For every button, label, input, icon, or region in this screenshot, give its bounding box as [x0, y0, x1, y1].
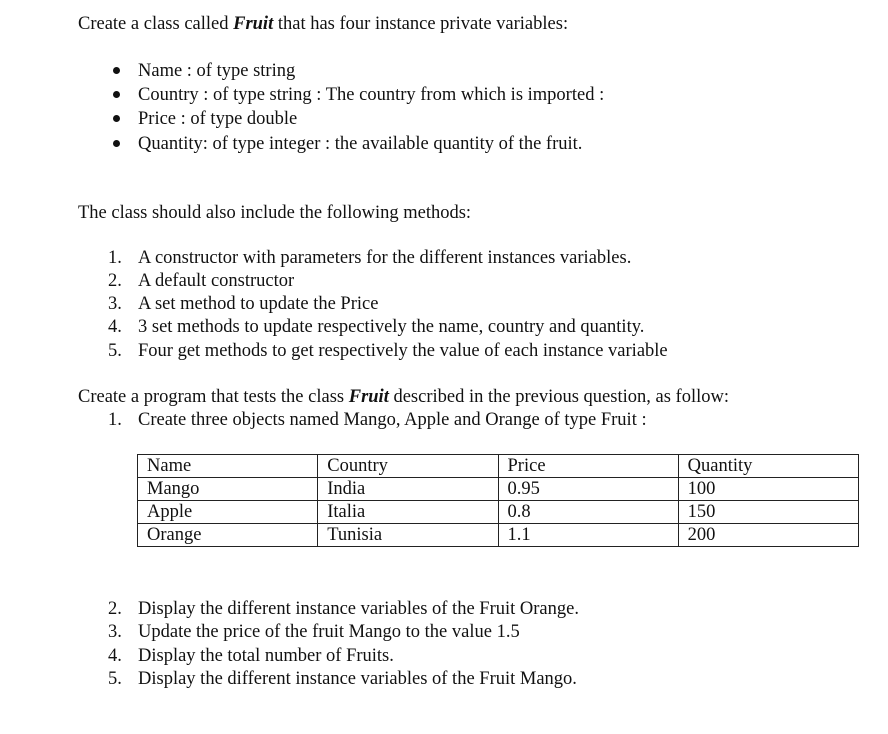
- table-cell: India: [318, 478, 498, 501]
- list-item: Display the different instance variables of the Fruit Mango.: [138, 669, 577, 689]
- list-item: Quantity: of type integer : the available quantity of the fruit.: [138, 134, 583, 154]
- table-cell: 0.8: [498, 501, 678, 524]
- list-item: 3 set methods to update respectively the name, country and quantity.: [138, 317, 645, 337]
- table-cell: 200: [678, 524, 858, 547]
- bullet-icon: [113, 91, 120, 98]
- table-cell: 150: [678, 501, 858, 524]
- list-number: 2.: [108, 271, 122, 291]
- table-row: [138, 478, 859, 501]
- list-item: Display the total number of Fruits.: [138, 646, 394, 666]
- list-item: Display the different instance variables of the Fruit Orange.: [138, 599, 579, 619]
- list-number: 4.: [108, 646, 122, 666]
- bullet-icon: [113, 140, 120, 147]
- table-header-row: [138, 455, 859, 478]
- table-row: [138, 524, 859, 547]
- list-number: 5.: [108, 669, 122, 689]
- list-item: Create three objects named Mango, Apple and Orange of type Fruit :: [138, 410, 647, 430]
- list-item: A constructor with parameters for the different instances variables.: [138, 248, 632, 268]
- list-item: Four get methods to get respectively the value of each instance variable: [138, 341, 668, 361]
- list-item: Name : of type string: [138, 61, 296, 81]
- list-item: A default constructor: [138, 271, 295, 291]
- intro-class-name: Fruit: [233, 14, 274, 34]
- table-cell: Apple: [138, 501, 318, 524]
- program-prefix: Create a program that tests the class: [78, 387, 349, 407]
- intro-text: [78, 12, 568, 36]
- list-number: 1.: [108, 410, 122, 430]
- table-header-cell: Price: [498, 455, 678, 478]
- bullet-icon: [113, 115, 120, 122]
- table-cell: 100: [678, 478, 858, 501]
- table-header-cell: Country: [318, 455, 498, 478]
- list-number: 5.: [108, 341, 122, 361]
- table-header-cell: Name: [138, 455, 318, 478]
- table-cell: Italia: [318, 501, 498, 524]
- table-cell: Mango: [138, 478, 318, 501]
- list-number: 3.: [108, 622, 122, 642]
- list-number: 2.: [108, 599, 122, 619]
- table-row: [138, 501, 859, 524]
- program-suffix: described in the previous question, as follow:: [388, 387, 729, 407]
- list-number: 3.: [108, 294, 122, 314]
- list-number: 1.: [108, 248, 122, 268]
- table-header-cell: Quantity: [678, 455, 858, 478]
- table-cell: Tunisia: [318, 524, 498, 547]
- list-item: A set method to update the Price: [138, 294, 379, 314]
- program-intro: [78, 385, 729, 409]
- intro-suffix: that has four instance private variables:: [273, 14, 569, 34]
- list-item: Country : of type string : The country from which is imported :: [138, 85, 605, 105]
- intro-prefix: Create a class called: [78, 14, 234, 34]
- fruit-table: [137, 454, 859, 547]
- bullet-icon: [113, 67, 120, 74]
- table-cell: Orange: [138, 524, 318, 547]
- table-cell: 0.95: [498, 478, 678, 501]
- program-class-name: Fruit: [348, 387, 389, 407]
- list-number: 4.: [108, 317, 122, 337]
- list-item: Price : of type double: [138, 109, 298, 129]
- list-item: Update the price of the fruit Mango to the value 1.5: [138, 622, 520, 642]
- methods-intro: The class should also include the following methods:: [78, 203, 472, 223]
- table-cell: 1.1: [498, 524, 678, 547]
